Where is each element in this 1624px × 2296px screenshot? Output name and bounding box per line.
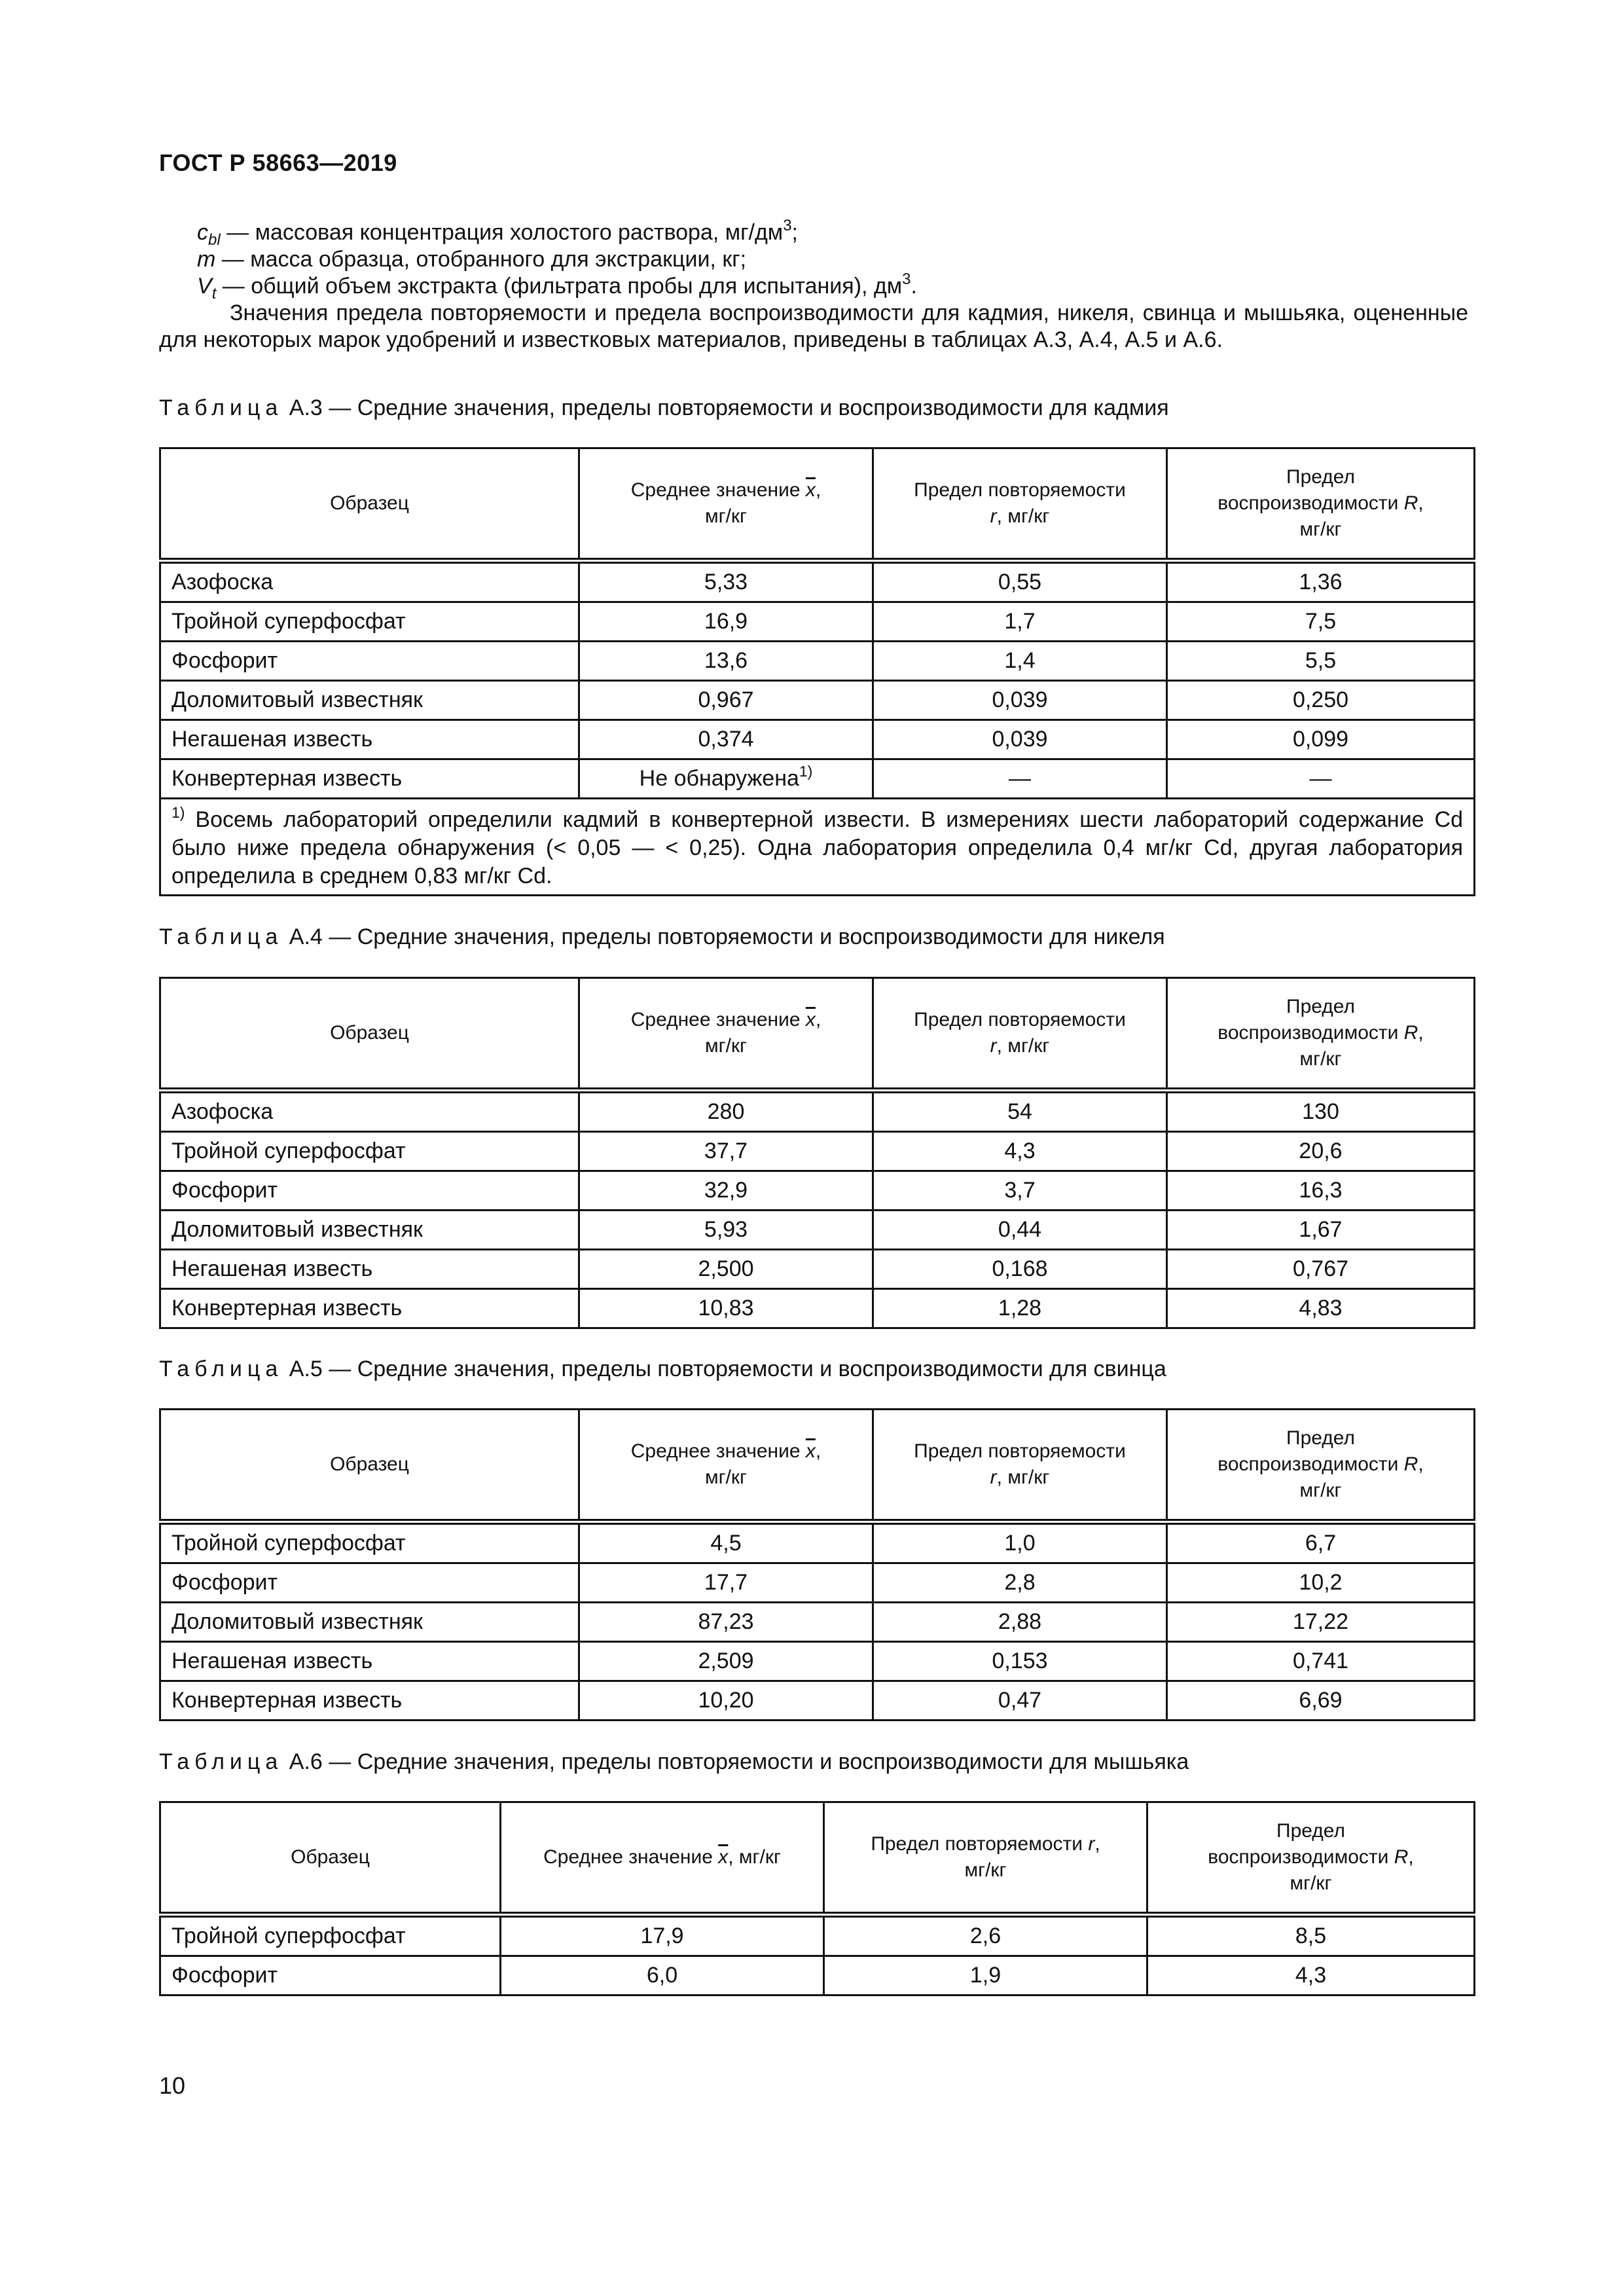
table-row [160, 1250, 1475, 1289]
header-reproducibility: Предел воспроизводимости R, мг/кг [1167, 978, 1475, 1091]
table-row [160, 1289, 1475, 1328]
cell-sample: Негашеная известь [160, 1642, 579, 1681]
table-footnote-row [160, 799, 1475, 896]
cell-mean: 0,374 [579, 720, 873, 759]
cell-reproducibility: 0,767 [1167, 1250, 1475, 1289]
table-a3-caption: Таблица А.3 — Средние значения, пределы повторяемости и воспроизводимости для кадмия [159, 395, 1169, 420]
cell-reproducibility: 0,250 [1167, 681, 1475, 720]
table-row [160, 1211, 1475, 1250]
cell-mean: 32,9 [579, 1171, 873, 1211]
table-header-row [160, 1802, 1475, 1915]
header-sample: Образец [160, 1410, 579, 1522]
intro-paragraph: Значения предела повторяемости и предела воспроизводимости для кадмия, никеля, свинца и мышьяка, оцененные для некоторых марок удобрений и известковых материалов, приведены в таблицах А.3, А.4, А.5 и А.6. [159, 301, 1468, 352]
cell-repeatability: 0,44 [873, 1211, 1167, 1250]
cell-mean: 10,83 [579, 1289, 873, 1328]
cell-mean: 87,23 [579, 1603, 873, 1642]
header-mean: Среднее значение $\overline{x}$, мг/кг [579, 448, 873, 561]
table-row [160, 642, 1475, 681]
cell-mean: 10,20 [579, 1681, 873, 1721]
table-row [160, 1915, 1475, 1956]
cell-repeatability: 1,9 [824, 1956, 1147, 1995]
cell-sample: Фосфорит [160, 1171, 579, 1211]
cell-mean: 17,9 [501, 1915, 824, 1956]
table-row [160, 561, 1475, 602]
cell-reproducibility: 1,36 [1167, 561, 1475, 602]
definition-cbl: $c_{bl}$ — массовая концентрация холостого раствора, $мг/дм^3$; [197, 217, 798, 249]
header-reproducibility: Предел воспроизводимости R, мг/кг [1147, 1802, 1475, 1915]
table-header-row [160, 448, 1475, 561]
cell-reproducibility: 0,741 [1167, 1642, 1475, 1681]
table-a4 [159, 977, 1475, 1329]
table-row [160, 1956, 1475, 1995]
cell-sample: Азофоска [160, 1091, 579, 1132]
cell-reproducibility: 6,69 [1167, 1681, 1475, 1721]
cell-sample: Тройной суперфосфат [160, 1522, 579, 1563]
cell-sample: Тройной суперфосфат [160, 1132, 579, 1171]
table-row [160, 1171, 1475, 1211]
cell-reproducibility: 130 [1167, 1091, 1475, 1132]
header-repeatability: Предел повторяемости r, мг/кг [873, 448, 1167, 561]
cell-sample: Азофоска [160, 561, 579, 602]
cell-mean: 13,6 [579, 642, 873, 681]
cell-mean: 280 [579, 1091, 873, 1132]
cell-sample: Негашеная известь [160, 1250, 579, 1289]
cell-reproducibility: — [1167, 759, 1475, 799]
cell-repeatability: 0,55 [873, 561, 1167, 602]
header-mean: Среднее значение $\overline{x}$, мг/кг [579, 978, 873, 1091]
cell-repeatability: 0,47 [873, 1681, 1167, 1721]
cell-repeatability: 4,3 [873, 1132, 1167, 1171]
cell-repeatability: 0,039 [873, 681, 1167, 720]
cell-sample: Конвертерная известь [160, 1681, 579, 1721]
cell-repeatability: 2,8 [873, 1563, 1167, 1603]
header-mean: Среднее значение $\overline{x}$, мг/кг [501, 1802, 824, 1915]
cell-mean: 4,5 [579, 1522, 873, 1563]
cell-reproducibility: 0,099 [1167, 720, 1475, 759]
table-row [160, 602, 1475, 642]
cell-mean: 16,9 [579, 602, 873, 642]
cell-mean: 37,7 [579, 1132, 873, 1171]
cell-repeatability: 1,0 [873, 1522, 1167, 1563]
cell-repeatability: — [873, 759, 1167, 799]
table-row [160, 1132, 1475, 1171]
table-row [160, 1642, 1475, 1681]
cell-reproducibility: 1,67 [1167, 1211, 1475, 1250]
table-row [160, 1522, 1475, 1563]
cell-reproducibility: 4,3 [1147, 1956, 1475, 1995]
header-repeatability: Предел повторяемости r, мг/кг [873, 1410, 1167, 1522]
cell-sample: Доломитовый известняк [160, 681, 579, 720]
header-reproducibility: Предел воспроизводимости R, мг/кг [1167, 1410, 1475, 1522]
header-mean: Среднее значение $\overline{x}$, мг/кг [579, 1410, 873, 1522]
cell-mean: 5,33 [579, 561, 873, 602]
cell-repeatability: 2,6 [824, 1915, 1147, 1956]
cell-sample: Тройной суперфосфат [160, 602, 579, 642]
table-row [160, 720, 1475, 759]
page-number: 10 [159, 2072, 186, 2099]
header-sample: Образец [160, 978, 579, 1091]
cell-mean: Не обнаружена$^{1)}$ [579, 759, 873, 799]
table-row [160, 1091, 1475, 1132]
table-a6 [159, 1801, 1475, 1996]
table-a3 [159, 447, 1475, 896]
header-sample: Образец [160, 448, 579, 561]
cell-repeatability: 0,153 [873, 1642, 1167, 1681]
cell-reproducibility: 20,6 [1167, 1132, 1475, 1171]
header-sample: Образец [160, 1802, 501, 1915]
table-a5-caption: Таблица А.5 — Средние значения, пределы повторяемости и воспроизводимости для свинца [159, 1357, 1166, 1381]
cell-repeatability: 2,88 [873, 1603, 1167, 1642]
cell-repeatability: 1,28 [873, 1289, 1167, 1328]
header-repeatability: Предел повторяемости r, мг/кг [824, 1802, 1147, 1915]
cell-sample: Фосфорит [160, 1956, 501, 1995]
table-header-row [160, 1410, 1475, 1522]
definition-m: m — масса образца, отобранного для экстракции, кг; [197, 247, 747, 272]
cell-repeatability: 0,168 [873, 1250, 1167, 1289]
cell-reproducibility: 4,83 [1167, 1289, 1475, 1328]
cell-sample: Конвертерная известь [160, 1289, 579, 1328]
cell-reproducibility: 16,3 [1167, 1171, 1475, 1211]
cell-mean: 0,967 [579, 681, 873, 720]
table-row [160, 1681, 1475, 1721]
table-a4-caption: Таблица А.4 — Средние значения, пределы повторяемости и воспроизводимости для никеля [159, 924, 1165, 949]
table-row [160, 1563, 1475, 1603]
cell-reproducibility: 10,2 [1167, 1563, 1475, 1603]
header-reproducibility: Предел воспроизводимости R, мг/кг [1167, 448, 1475, 561]
cell-reproducibility: 5,5 [1167, 642, 1475, 681]
table-a5 [159, 1408, 1475, 1721]
cell-reproducibility: 7,5 [1167, 602, 1475, 642]
table-footnote: $^{1)}$ Восемь лабораторий определили кадмий в конвертерной извести. В измерениях шести лабораторий содержание Cd было ниже предела обнаружения (< 0,05 — < 0,25). Одна лаборатория определила 0,4 мг/кг Cd, другая лаборатория определила в среднем 0,83 мг/кг Cd. [160, 799, 1475, 896]
cell-sample: Фосфорит [160, 1563, 579, 1603]
cell-mean: 5,93 [579, 1211, 873, 1250]
definitions-block [159, 219, 1468, 354]
cell-reproducibility: 6,7 [1167, 1522, 1475, 1563]
cell-mean: 6,0 [501, 1956, 824, 1995]
cell-sample: Тройной суперфосфат [160, 1915, 501, 1956]
cell-mean: 2,509 [579, 1642, 873, 1681]
cell-sample: Конвертерная известь [160, 759, 579, 799]
table-a6-caption: Таблица А.6 — Средние значения, пределы повторяемости и воспроизводимости для мышьяка [159, 1749, 1189, 1774]
table-row [160, 759, 1475, 799]
table-row [160, 681, 1475, 720]
cell-repeatability: 54 [873, 1091, 1167, 1132]
cell-repeatability: 1,4 [873, 642, 1167, 681]
cell-mean: 17,7 [579, 1563, 873, 1603]
cell-reproducibility: 17,22 [1167, 1603, 1475, 1642]
cell-mean: 2,500 [579, 1250, 873, 1289]
cell-repeatability: 0,039 [873, 720, 1167, 759]
cell-sample: Доломитовый известняк [160, 1603, 579, 1642]
cell-repeatability: 3,7 [873, 1171, 1167, 1211]
cell-sample: Фосфорит [160, 642, 579, 681]
cell-sample: Негашеная известь [160, 720, 579, 759]
cell-repeatability: 1,7 [873, 602, 1167, 642]
definition-vt: $V_t$ — общий объем экстракта (фильтрата пробы для испытания), $дм^3$. [197, 270, 917, 302]
document-header: ГОСТ Р 58663—2019 [159, 149, 397, 176]
header-repeatability: Предел повторяемости r, мг/кг [873, 978, 1167, 1091]
table-header-row [160, 978, 1475, 1091]
cell-reproducibility: 8,5 [1147, 1915, 1475, 1956]
cell-sample: Доломитовый известняк [160, 1211, 579, 1250]
table-row [160, 1603, 1475, 1642]
